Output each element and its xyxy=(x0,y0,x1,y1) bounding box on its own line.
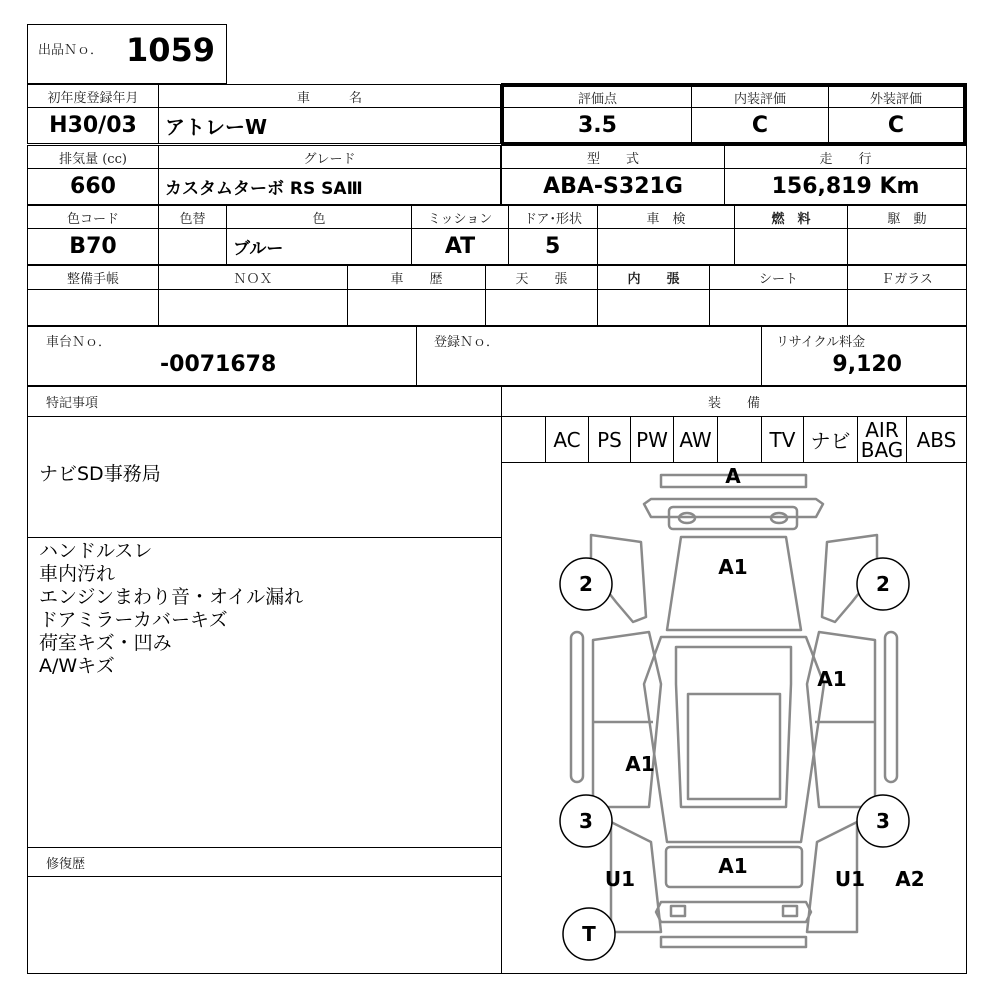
seat-value xyxy=(709,289,848,326)
damage-left-rear-under: U1 xyxy=(604,867,636,891)
remark-item: A/Wキズ xyxy=(39,655,115,677)
damage-right-front-wheel: 2 xyxy=(876,572,890,596)
damage-hood: A1 xyxy=(718,555,748,579)
equipment-aw: AW xyxy=(673,416,718,463)
ceiling-label: 天 張 xyxy=(485,265,598,290)
equipment-airbag xyxy=(857,416,907,463)
seat-label: シート xyxy=(709,265,848,290)
left-side-panel xyxy=(593,632,661,807)
roof-inner xyxy=(688,694,780,799)
color-label: 色 xyxy=(226,205,412,229)
score-value: 3.5 xyxy=(503,107,692,143)
chassis-number-value: -0071678 xyxy=(160,352,277,377)
equipment-label: 装 備 xyxy=(501,386,967,417)
lot-number: 1059 xyxy=(126,31,216,69)
maintenance-book-label: 整備手帳 xyxy=(27,265,159,290)
equipment-abs: ABS xyxy=(906,416,967,463)
color-code-value: B70 xyxy=(27,228,159,265)
equipment-airbag-line-2: BAG xyxy=(860,437,904,462)
damage-right-rear-corner: A2 xyxy=(895,867,925,891)
inspection-value xyxy=(597,228,735,265)
lot-number-label: 出品Ｎｏ． xyxy=(38,43,104,58)
car-diagram xyxy=(501,462,967,974)
mileage-label: 走 行 xyxy=(724,145,967,169)
recycle-fee-label: リサイクル料金 xyxy=(776,335,866,350)
recycle-fee-box xyxy=(761,326,967,386)
repair-history-box xyxy=(27,876,502,974)
equipment-ac: AC xyxy=(545,416,589,463)
door-label: ドア･形状 xyxy=(508,205,598,229)
damage-left-rear-wheel: 3 xyxy=(579,809,593,833)
equipment-navi: ナビ xyxy=(803,416,858,463)
score-label: 評価点 xyxy=(503,86,692,108)
remarks-label: 特記事項 xyxy=(27,386,502,417)
remarks-list xyxy=(28,540,303,678)
displacement-value: 660 xyxy=(27,168,159,205)
equipment-pw: PW xyxy=(630,416,674,463)
interior-lining-label: 内 張 xyxy=(597,265,710,290)
roof xyxy=(676,647,791,807)
maintenance-book-value xyxy=(27,289,159,326)
first-registration-label: 初年度登録年月 xyxy=(27,84,159,108)
damage-rear: A1 xyxy=(718,854,748,878)
drive-value xyxy=(847,228,967,265)
registration-number-label: 登録Ｎｏ． xyxy=(434,335,500,350)
damage-top: A xyxy=(725,464,741,488)
damage-right-side: A1 xyxy=(817,667,847,691)
nox-value xyxy=(158,289,348,326)
interior-rating-value: C xyxy=(691,107,829,143)
recycle-fee-value: 9,120 xyxy=(832,352,902,377)
damage-left-side: A1 xyxy=(625,752,655,776)
equipment-blank-2 xyxy=(717,416,762,463)
remark-item: 車内汚れ xyxy=(39,563,116,585)
equipment-blank-1 xyxy=(501,416,546,463)
mission-value: AT xyxy=(411,228,509,265)
damage-right-rear-under: U1 xyxy=(834,867,866,891)
ceiling-value xyxy=(485,289,598,326)
car-history-value xyxy=(347,289,486,326)
interior-lining-value xyxy=(597,289,710,326)
remarks-bottom-box xyxy=(27,537,502,848)
repair-history-label: 修復歴 xyxy=(27,847,502,877)
damage-spare-tire: T xyxy=(582,922,596,946)
front-glass-label: Ｆガラス xyxy=(847,265,967,290)
grade-label: グレード xyxy=(158,145,501,169)
displacement-label: 排気量 (cc) xyxy=(27,145,159,169)
rear-bumper-line xyxy=(661,937,806,947)
fuel-label: 燃 料 xyxy=(734,205,848,229)
interior-rating-label: 内装評価 xyxy=(691,86,829,108)
remarks-top-box xyxy=(27,416,502,538)
mileage-value: 156,819 Km xyxy=(724,168,967,205)
equipment-ps: PS xyxy=(588,416,631,463)
model-code-value: ABA-S321G xyxy=(501,168,725,205)
remark-item: ハンドルスレ xyxy=(39,540,153,562)
equipment-tv: TV xyxy=(761,416,804,463)
drive-label: 駆 動 xyxy=(847,205,967,229)
color-value: ブルー xyxy=(226,228,412,265)
cabin-frame xyxy=(644,637,824,842)
damage-left-front-wheel: 2 xyxy=(579,572,593,596)
remarks-line-1: ナビSD事務局 xyxy=(39,463,161,485)
first-registration-value: H30/03 xyxy=(27,107,159,144)
exterior-rating-label: 外装評価 xyxy=(828,86,964,108)
nox-label: ＮＯＸ xyxy=(158,265,348,290)
right-side-panel xyxy=(807,632,875,807)
inspection-label: 車 検 xyxy=(597,205,735,229)
exterior-rating-value: C xyxy=(828,107,964,143)
repaint-label: 色替 xyxy=(158,205,227,229)
front-glass-value xyxy=(847,289,967,326)
grade-value: カスタムターボ RS SAⅢ xyxy=(158,168,501,205)
remark-item: 荷室キズ・凹み xyxy=(39,632,172,654)
remark-item: エンジンまわり音・オイル漏れ xyxy=(39,586,304,608)
equipment-airbag-line-1: AIR xyxy=(865,417,899,442)
registration-number-box xyxy=(416,326,762,386)
chassis-number-label: 車台Ｎｏ． xyxy=(46,335,112,350)
mission-label: ミッション xyxy=(411,205,509,229)
model-code-label: 型 式 xyxy=(501,145,725,169)
fuel-value xyxy=(734,228,848,265)
repaint-value xyxy=(158,228,227,265)
car-history-label: 車 歴 xyxy=(347,265,486,290)
door-value: 5 xyxy=(508,228,598,265)
car-name-value: アトレーW xyxy=(158,107,501,144)
damage-right-rear-wheel: 3 xyxy=(876,809,890,833)
lot-number-box xyxy=(27,24,227,84)
chassis-number-box xyxy=(27,326,417,386)
car-name-label: 車 名 xyxy=(158,84,501,108)
color-code-label: 色コード xyxy=(27,205,159,229)
windshield xyxy=(667,537,801,630)
remark-item: ドアミラーカバーキズ xyxy=(39,609,228,631)
